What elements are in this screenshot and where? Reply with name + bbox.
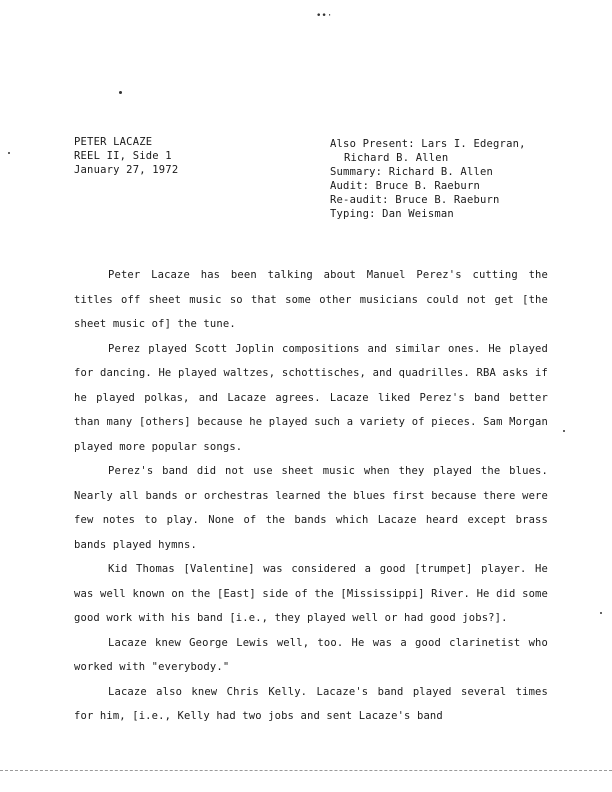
paragraph: Perez played Scott Joplin compositions and similar ones. He played for dancing. He played waltzes, schottisches, and quadrilles. RBA asks if he played polkas, and Lacaze agrees. Lacaze liked Perez's band better than many [others] because he played such a variety of pieces. Sam Morgan played more popular songs. [74, 342, 548, 453]
summary-credit: Summary: Richard B. Allen [330, 166, 494, 178]
typing-credit: Typing: Dan Weisman [330, 208, 454, 220]
page-bottom-edge [0, 770, 612, 771]
transcript-body [74, 263, 548, 729]
credits-block [330, 137, 526, 221]
re-audit-credit: Re-audit: Bruce B. Raeburn [330, 194, 500, 206]
interview-date: January 27, 1972 [74, 164, 179, 176]
scan-speck [119, 91, 122, 94]
scan-speck [8, 152, 10, 154]
also-present-continued: Richard B. Allen [344, 152, 449, 164]
paragraph: Perez's band did not use sheet music when they played the blues. Nearly all bands or orchestras learned the blues first because there were few notes to play. None of the bands which Lacaze heard except brass bands played hymns. [74, 465, 548, 551]
paragraph: Lacaze knew George Lewis well, too. He was a good clarinetist who worked with "everybody." [74, 636, 548, 673]
reel-side: REEL II, Side 1 [74, 150, 172, 162]
scan-mark: ••· [316, 11, 333, 21]
audit-credit: Audit: Bruce B. Raeburn [330, 180, 480, 192]
paragraph: Lacaze also knew Chris Kelly. Lacaze's band played several times for him, [i.e., Kelly had two jobs and sent Lacaze's band [74, 685, 548, 722]
paragraph: Kid Thomas [Valentine] was considered a good [trumpet] player. He was well known on the [East] side of the [Mississippi] River. He did some good work with his band [i.e., they played well or had good jobs?]. [74, 563, 548, 624]
scan-speck [600, 612, 602, 614]
interviewee-name: PETER LACAZE [74, 136, 153, 148]
interview-info [74, 135, 178, 177]
paragraph: Peter Lacaze has been talking about Manuel Perez's cutting the titles off sheet music so that some other musicians could not get [the sheet music of] the tune. [74, 269, 548, 330]
also-present: Also Present: Lars I. Edegran, [330, 138, 526, 150]
scan-speck [563, 430, 565, 432]
